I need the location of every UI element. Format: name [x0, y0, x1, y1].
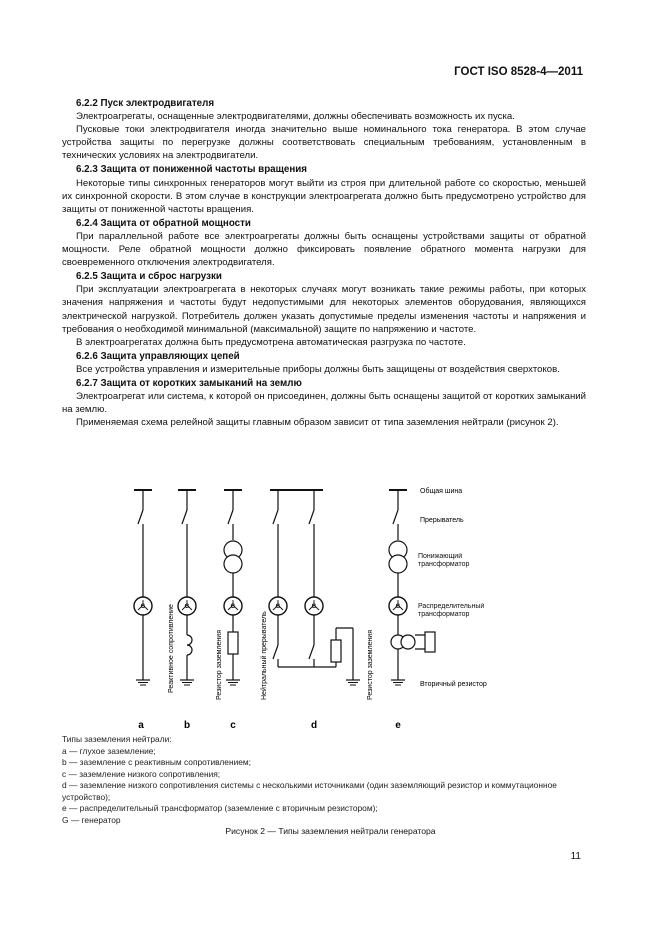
paragraph: Электроагрегаты, оснащенные электродвигателями, должны обеспечивать возможность их пуска.: [76, 111, 515, 123]
section-heading: 6.2.5 Защита и сброс нагрузки: [76, 271, 222, 283]
gen-label: G: [140, 604, 146, 610]
section-heading: 6.2.3 Защита от пониженной частоты вращения: [76, 164, 307, 176]
label-grounding-resistor-e: Резистор заземления: [367, 630, 374, 700]
legend-item: a — глухое заземление;: [62, 745, 156, 756]
label-reactive: Реактивное сопротивление: [168, 604, 175, 693]
circuit-a: [134, 490, 152, 685]
legend-item: d — заземление низкого сопротивления системы с несколькими источниками (один заземляющий резистор и коммутационное устройство);: [62, 780, 557, 802]
figure-caption: Рисунок 2 — Типы заземления нейтрали генератора: [225, 826, 436, 836]
label-busbar: Общая шина: [420, 488, 463, 495]
paragraph: Пусковые токи электродвигателя иногда значительно выше номинального тока генератора. В этом случае устройства защиты по перегрузке должны соответствовать специальным требованиям, установленным в технических условиях на электродвигатели.: [62, 124, 586, 162]
section-heading: 6.2.4 Защита от обратной мощности: [76, 217, 251, 229]
case-letter-d: d: [310, 720, 318, 730]
label-secondary-resistor: Вторичный резистор: [420, 681, 487, 688]
gen-label: G: [230, 604, 236, 610]
label-distribution: Распределительный трансформатор: [418, 603, 485, 618]
case-letter-e: e: [395, 720, 401, 730]
label-step-down-holder: [418, 553, 508, 575]
gen-label: G: [311, 604, 317, 610]
gen-label: G: [184, 604, 190, 610]
label-breaker: Прерыватель: [420, 517, 464, 524]
paragraph: Некоторые типы синхронных генераторов могут выйти из строя при длительной работе со скоростью, меньшей их синхронной скорости. В этом случае в конструкции электроагрегата должно быть предусмотрено устройство для защиты от пониженной частоты вращения.: [62, 177, 586, 215]
section-heading: 6.2.7 Защита от коротких замыканий на землю: [76, 377, 302, 389]
paragraph: При эксплуатации электроагрегата в некоторых случаях могут возникать такие режимы работы, при которых значения напряжения и частоты будут недопустимыми для некоторых элементов оборудования, являющихся электрической нагрузкой. Потребитель должен указать допустимые пределы изменения частоты и напряжения и требования о необходимой минимальной (максимальной) защите по напряжению и частоте.: [62, 284, 586, 335]
label-grounding-resistor-c: Резистор заземления: [216, 630, 223, 700]
figure-legend: [62, 734, 592, 826]
paragraph: В электроагрегатах должна быть предусмотрена автоматическая разгрузка по частоте.: [76, 336, 466, 348]
gen-label: G: [395, 604, 401, 610]
case-letter-a: a: [138, 720, 144, 730]
circuit-b: [178, 490, 196, 685]
section-heading: 6.2.6 Защита управляющих цепей: [76, 350, 240, 362]
paragraph: При параллельной работе все электроагрегаты должны быть оснащены устройствами защиты от обратной мощности. Реле обратной мощности должно фиксировать появление обратного момента нагрузки для своевременного отключения электродвигателя.: [62, 230, 586, 269]
legend-title: Типы заземления нейтрали:: [62, 734, 172, 744]
circuit-d: [269, 490, 360, 685]
legend-item: b — заземление с реактивным сопротивлением;: [62, 757, 251, 767]
section-heading: 6.2.2 Пуск электродвигателя: [76, 98, 215, 109]
circuit-c: [224, 490, 242, 685]
legend-item: c — заземление низкого сопротивления;: [62, 768, 221, 779]
page-number: 11: [570, 851, 581, 862]
label-neutral-breaker: Нейтральный прерыватель: [261, 611, 268, 700]
paragraph: Все устройства управления и измерительные приборы должны быть защищены от воздействия сверхтоков.: [76, 363, 560, 375]
label-step-down: Понижающий трансформатор: [418, 553, 470, 568]
case-letter-b: b: [183, 720, 191, 730]
label-distribution-holder: [418, 603, 518, 625]
paragraph: Применяемая схема релейной защиты главным образом зависит от типа заземления нейтрали (рисунок 2).: [76, 417, 559, 429]
gen-label: G: [275, 604, 281, 610]
document-id: ГОСТ ISO 8528-4—2011: [454, 66, 583, 78]
legend-item: G — генератор: [62, 814, 121, 825]
body-text: [62, 96, 586, 429]
paragraph: Электроагрегат или система, к которой он присоединен, должны быть оснащены защитой от коротких замыканий на землю.: [62, 391, 586, 416]
case-letter-c: c: [230, 720, 236, 730]
legend-item: e — распределительный трансформатор (заземление с вторичным резистором);: [62, 803, 378, 813]
grounding-diagram: [118, 480, 518, 730]
